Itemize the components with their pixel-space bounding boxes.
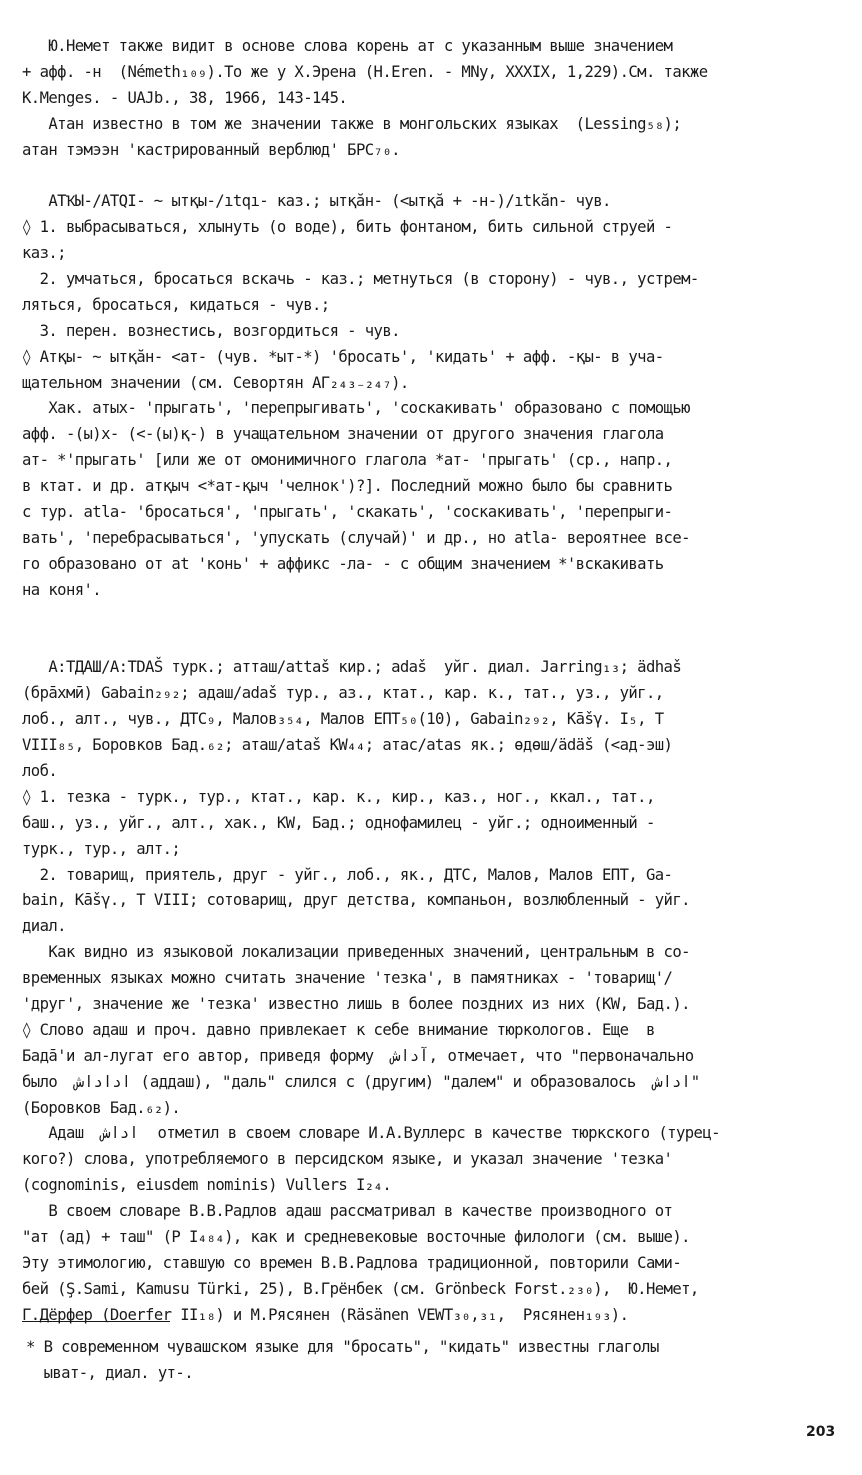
paragraph-gap bbox=[22, 629, 840, 655]
text-line: bain, Kāšγ., T VIII; сотоварищ, друг детства, компаньон, возлюбленный - уйг. bbox=[22, 891, 690, 910]
entry-headword-atqi: АТҠЫ-/ATQI- ~ ытқы-/ıtqı- каз.; ытқăн- (<ытқă + -н-)/ıtkăn- чув. bbox=[22, 192, 611, 211]
text-line: 'друг', значение же 'тезка' известно лишь в более поздних из них (KW, Бад.). bbox=[22, 994, 690, 1013]
paragraph-gap bbox=[22, 604, 840, 630]
text-line: Хак. атых- 'прыгать', 'перепрыгивать', 'соскакивать' образовано с помощью bbox=[22, 399, 690, 418]
text-line: временных языках можно считать значение 'тезка', в памятниках - 'товарищ'/ bbox=[22, 969, 673, 988]
text-line: 2. умчаться, бросаться вскачь - каз.; метнуться (в сторону) - чув., устрем- bbox=[22, 270, 699, 289]
text-line: Г.Дёрфер (Doerfer II₁₈) и М.Рясянен (Räsänen VEWT₃₀,₃₁, Рясянен₁₉₃). bbox=[22, 1305, 629, 1324]
text-line: + афф. -н (Németh₁₀₉).То же у Х.Эрена (H.Eren. - MNy, XXXIX, 1,229).См. также bbox=[22, 62, 708, 81]
text-line: каз.; bbox=[22, 244, 66, 263]
text-line: турк., тур., алт.; bbox=[22, 839, 181, 858]
text-line: кого?) слова, употребляемого в персидском языке, и указал значение 'тезка' bbox=[22, 1150, 673, 1169]
text-line: афф. -(ы)х- (<-(ы)қ-) в учащательном значении от другого значения глагола bbox=[22, 425, 664, 444]
footnote-line: ыват-, диал. ут-. bbox=[26, 1363, 193, 1382]
text-line: лоб., алт., чув., ДТС₉, Малов₃₅₄, Малов ЕПТ₅₀(10), Gabain₂₉₂, Kāšγ. I₅, T bbox=[22, 710, 664, 729]
text-line: Атан известно в том же значении также в монгольских языках (Lessing₅₈); bbox=[22, 114, 682, 133]
text-line: го образовано от at 'конь' + аффикс -ла- - с общим значением *'вскакивать bbox=[22, 554, 664, 573]
text-line: в ктат. и др. атқыч <*ат-қыч 'челнок')?]. Последний можно было бы сравнить bbox=[22, 477, 673, 496]
text-line: "ат (ад) + таш" (Р I₄₈₄), как и средневековые восточные филологи (см. выше). bbox=[22, 1227, 690, 1246]
footnote bbox=[26, 1334, 840, 1386]
entry-headword-atdash: А:ТДАШ/A:TDAŠ турк.; атташ/attaš кир.; adaš уйг. диал. Jarring₁₃; ädhaš bbox=[22, 658, 682, 677]
text-line: атан тэмээн 'кастрированный верблюд' БРС₇₀. bbox=[22, 140, 400, 159]
text-line: Эту этимологию, ставшую со времен В.В.Радлова традиционной, повторили Сами- bbox=[22, 1253, 682, 1272]
main-text bbox=[22, 34, 840, 1329]
text-line: диал. bbox=[22, 917, 66, 936]
text-line: Ю.Немет также видит в основе слова корень ат с указанным выше значением bbox=[22, 37, 673, 55]
text-line: K.Menges. - UAJb., 38, 1966, 143-145. bbox=[22, 88, 348, 107]
text-line: было اداداش (аддаш), "даль" слился с (другим) "далем" и образовалось اداش" bbox=[22, 1072, 701, 1091]
text-line: (cognominis, eiusdem nominis) Vullers I₂₄. bbox=[22, 1176, 392, 1195]
text-line: ◊ 1. тезка - турк., тур., ктат., кар. к., кир., каз., ног., ккал., тат., bbox=[22, 787, 655, 806]
text-line: Бадā'и ал-лугат его автор, приведя форму آداش, отмечает, что "первоначально bbox=[22, 1046, 694, 1065]
text-line: ◊ Слово адаш и проч. давно привлекает к себе внимание тюркологов. Еще в bbox=[22, 1020, 655, 1039]
page-number: 203 bbox=[806, 1424, 836, 1440]
text-line: 2. товарищ, приятель, друг - уйг., лоб., як., ДТС, Малов, Малов ЕПТ, Ga- bbox=[22, 865, 673, 884]
text-line: Как видно из языковой локализации приведенных значений, центральным в со- bbox=[22, 943, 690, 962]
text-line: вать', 'перебрасываться', 'упускать (случай)' и др., но atla- вероятнее все- bbox=[22, 528, 690, 547]
text-line: лоб. bbox=[22, 761, 58, 780]
text-line: (брāхмӣ) Gabain₂₉₂; адаш/adaš тур., аз., ктат., кар. к., тат., уз., уйг., bbox=[22, 684, 664, 703]
paragraph-gap bbox=[22, 163, 840, 189]
text-line: баш., уз., уйг., алт., хак., KW, Бад.; однофамилец - уйг.; одноименный - bbox=[22, 813, 655, 832]
text-line: VIII₈₅, Боровков Бад.₆₂; аташ/ataš KW₄₄; атас/atas як.; өдөш/ädäš (<ад-эш) bbox=[22, 736, 673, 755]
text-line: ◊ Атқы- ~ ытқăн- <ат- (чув. *ыт-*) 'бросать', 'кидать' + афф. -қы- в уча- bbox=[22, 347, 664, 366]
footnote-divider bbox=[22, 1321, 170, 1322]
text-line: на коня'. bbox=[22, 580, 102, 599]
text-line: Адаш اداش отметил в своем словаре И.А.Вуллерс в качестве тюркского (турец- bbox=[22, 1124, 720, 1143]
text-line: бей (Ş.Sami, Kamusu Türki, 25), В.Грёнбек (см. Grönbeck Forst.₂₃₀), Ю.Немет, bbox=[22, 1279, 699, 1298]
text-line: (Боровков Бад.₆₂). bbox=[22, 1098, 181, 1117]
text-line: ◊ 1. выбрасываться, хлынуть (о воде), бить фонтаном, бить сильной струей - bbox=[22, 218, 673, 237]
text-line: с тур. atla- 'бросаться', 'прыгать', 'скакать', 'соскакивать', 'перепрыги- bbox=[22, 503, 673, 522]
text-line: щательном значении (см. Севортян АГ₂₄₃₋₂₄₇). bbox=[22, 373, 409, 392]
text-line: ляться, бросаться, кидаться - чув.; bbox=[22, 295, 330, 314]
text-line: 3. перен. вознестись, возгордиться - чув. bbox=[22, 321, 400, 340]
text-line: В своем словаре В.В.Радлов адаш рассматривал в качестве производного от bbox=[22, 1202, 673, 1221]
footnote-line: * В современном чувашском языке для "бросать", "кидать" известны глаголы bbox=[26, 1338, 659, 1356]
text-line: ат- *'прыгать' [или же от омонимичного глагола *ат- 'прыгать' (ср., напр., bbox=[22, 451, 673, 470]
